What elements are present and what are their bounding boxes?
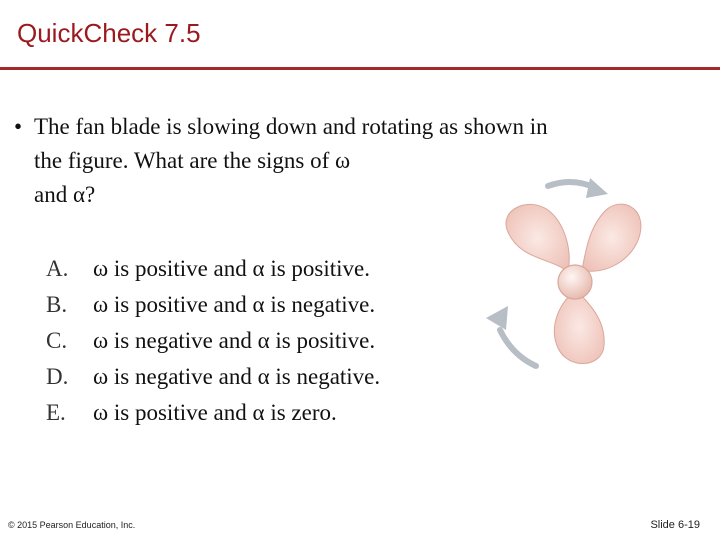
option-text: ω is positive and α is negative. xyxy=(93,292,376,317)
question-line-1: The fan blade is slowing down and rotating as shown in xyxy=(34,114,548,139)
option-text: ω is positive and α is positive. xyxy=(93,256,370,281)
option-text: ω is positive and α is zero. xyxy=(93,400,337,425)
question-line-3: and α? xyxy=(34,182,96,207)
fan-hub xyxy=(558,265,592,299)
slide-number: Slide 6-19 xyxy=(650,519,700,531)
fan-blade-bottom xyxy=(554,290,604,364)
fan-blade-top-left xyxy=(506,204,569,272)
rotation-arrow-left xyxy=(500,330,536,366)
option-text: ω is negative and α is negative. xyxy=(93,364,381,389)
arrowhead-top-icon xyxy=(586,178,608,198)
bullet-icon: • xyxy=(14,114,23,139)
option-letter: A. xyxy=(46,256,69,281)
option-letter: C. xyxy=(46,328,68,353)
question-line-2: the figure. What are the signs of ω xyxy=(34,148,351,173)
title-divider xyxy=(0,67,720,70)
option-letter: B. xyxy=(46,292,68,317)
fan-blade-top-right xyxy=(582,204,641,271)
copyright: © 2015 Pearson Education, Inc. xyxy=(8,520,136,530)
fan-figure xyxy=(476,166,646,381)
slide-title: QuickCheck 7.5 xyxy=(17,18,201,48)
option-text: ω is negative and α is positive. xyxy=(93,328,376,353)
option-letter: E. xyxy=(46,400,66,425)
option-letter: D. xyxy=(46,364,69,389)
arrowhead-left-icon xyxy=(486,306,508,330)
